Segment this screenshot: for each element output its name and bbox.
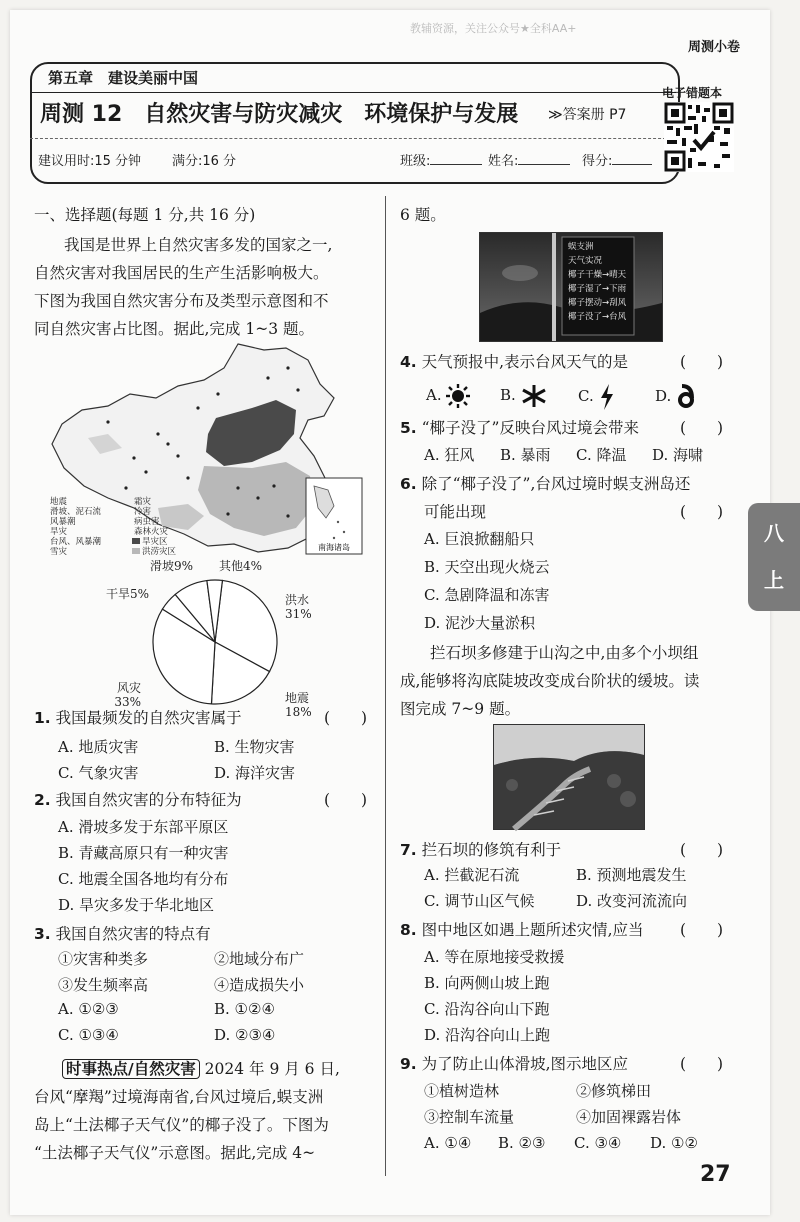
- q8-option-a[interactable]: A. 等在原地接受救援: [424, 948, 565, 966]
- map-legend-left-4: 旱灾: [50, 527, 68, 537]
- q7-option-a[interactable]: A. 拦截泥石流: [424, 866, 520, 884]
- lightning-icon: [599, 384, 615, 410]
- q8-option-b[interactable]: B. 向两侧山坡上跑: [424, 974, 550, 992]
- side-tab-line2: 上: [764, 568, 784, 592]
- q4-option-d[interactable]: D.: [655, 384, 696, 410]
- hot-topic-line-2: 台风“摩羯”过境海南省,台风过境后,蜈支洲: [34, 1088, 324, 1106]
- question-9-answer-blank[interactable]: ( ): [680, 1055, 724, 1073]
- sign-line-4: 椰子湿了→下雨: [568, 284, 627, 294]
- q9-option-a[interactable]: A. ①④: [424, 1134, 472, 1152]
- map-legend-right-4: 森林火灾: [134, 527, 169, 537]
- hot-topic-continuation: 6 题。: [400, 206, 446, 224]
- q9-item-2: ②修筑梯田: [576, 1082, 652, 1100]
- class-label: 班级:: [400, 154, 431, 169]
- q6-option-a[interactable]: A. 巨浪掀翻船只: [424, 530, 535, 548]
- q3-item-1: ①灾害种类多: [58, 950, 149, 968]
- q7-option-c[interactable]: C. 调节山区气候: [424, 892, 535, 910]
- watermark: 教辅资源，关注公众号★全科AA+: [410, 22, 577, 35]
- page-title: 周测 12 自然灾害与防灾减灾 环境保护与发展: [40, 102, 519, 127]
- q8-option-d[interactable]: D. 沿沟谷向山上跑: [424, 1026, 551, 1044]
- map-legend-left-3: 风暴潮: [50, 517, 76, 527]
- qr-code-icon[interactable]: [664, 102, 734, 172]
- q7-option-d[interactable]: D. 改变河流流向: [576, 892, 688, 910]
- class-field[interactable]: [400, 150, 482, 169]
- chapter-title: 第五章 建设美丽中国: [48, 69, 199, 87]
- map-legend-right-2: 冷害: [134, 507, 152, 517]
- disaster-distribution-map: [38, 338, 368, 560]
- q5-option-d[interactable]: D. 海啸: [652, 446, 704, 464]
- pie-label-4: 干旱5%: [105, 587, 149, 601]
- pie-label-2: 地震: [285, 691, 310, 705]
- column-divider: [385, 196, 386, 1176]
- question-3: 3. 我国自然灾害的特点有: [34, 925, 211, 943]
- snow-icon: [521, 384, 547, 408]
- q6-option-b[interactable]: B. 天空出现火烧云: [424, 558, 550, 576]
- sign-line-3: 椰子干燥→晴天: [568, 270, 627, 280]
- q2-option-a[interactable]: A. 滑坡多发于东部平原区: [58, 818, 229, 836]
- question-2-answer-blank[interactable]: ( ): [324, 791, 368, 809]
- map-legend-left-5: 台风、风暴潮: [50, 537, 102, 547]
- pie-value-2: 18%: [285, 705, 312, 719]
- map-inset-label: 南海诸岛: [318, 543, 350, 552]
- full-score: 满分:16 分: [172, 154, 237, 169]
- question-8-answer-blank[interactable]: ( ): [680, 921, 724, 939]
- q3-item-3: ③发生频率高: [58, 976, 149, 994]
- map-legend-right-1: 霜灾: [134, 497, 152, 507]
- intro-line-3: 下图为我国自然灾害分布及类型示意图和不: [34, 292, 329, 310]
- map-legend-left-1: 地震: [50, 497, 68, 507]
- q3-item-2: ②地域分布广: [214, 950, 305, 968]
- question-9: 9. 为了防止山体滑坡,图示地区应: [400, 1055, 629, 1073]
- question-1: 1. 我国最频发的自然灾害属于: [34, 709, 242, 727]
- typhoon-icon: [676, 384, 696, 410]
- sign-line-2: 天气实况: [568, 256, 603, 266]
- q4-option-b[interactable]: B.: [500, 384, 547, 408]
- q6-option-c[interactable]: C. 急剧降温和冻害: [424, 586, 550, 604]
- hot-topic-line-3: 岛上“土法椰子天气仪”的椰子没了。下图为: [34, 1116, 329, 1134]
- score-field[interactable]: [582, 150, 652, 169]
- q9-item-1: ①植树造林: [424, 1082, 500, 1100]
- disaster-proportion-pie-chart: [100, 559, 330, 719]
- q9-option-d[interactable]: D. ①②: [650, 1134, 698, 1152]
- name-blank[interactable]: [518, 152, 570, 165]
- check-dam-photo: [493, 724, 645, 830]
- pie-value-3: 33%: [114, 695, 141, 709]
- q9-option-b[interactable]: B. ②③: [498, 1134, 546, 1152]
- side-tab-line1: 八: [764, 521, 784, 545]
- pie-label-6: 其他4%: [219, 559, 263, 573]
- hot-topic-tag: 时事热点/自然灾害: [62, 1059, 200, 1079]
- map-legend-left-6: 雪灾: [50, 547, 68, 557]
- q3-option-d[interactable]: D. ②③④: [214, 1026, 276, 1044]
- hot-topic-line-1: 2024 年 9 月 6 日,: [204, 1060, 340, 1078]
- q5-option-b[interactable]: B. 暴雨: [500, 446, 551, 464]
- sign-line-5: 椰子摆动→刮风: [568, 298, 627, 308]
- section-title: 一、选择题(每题 1 分,共 16 分): [34, 206, 256, 224]
- class-blank[interactable]: [430, 152, 482, 165]
- question-8: 8. 图中地区如遇上题所述灾情,应当: [400, 921, 644, 939]
- question-7: 7. 拦石坝的修筑有利于: [400, 841, 562, 859]
- q3-item-4: ④造成损失小: [214, 976, 305, 994]
- q9-item-3: ③控制车流量: [424, 1108, 515, 1126]
- header-rule: [30, 92, 676, 93]
- suggested-time: 建议用时:15 分钟: [38, 154, 142, 169]
- question-4-answer-blank[interactable]: ( ): [680, 353, 724, 371]
- q5-option-c[interactable]: C. 降温: [576, 446, 627, 464]
- q7-option-b[interactable]: B. 预测地震发生: [576, 866, 687, 884]
- dam-intro-line-3: 图完成 7~9 题。: [400, 700, 521, 718]
- question-4: 4. 天气预报中,表示台风天气的是: [400, 353, 629, 371]
- q3-option-b[interactable]: B. ①②④: [214, 1000, 275, 1018]
- q9-option-c[interactable]: C. ③④: [574, 1134, 622, 1152]
- intro-line-4: 同自然灾害占比图。据此,完成 1~3 题。: [34, 320, 314, 338]
- series-tag: 周测小卷: [688, 40, 741, 55]
- map-legend-left-2: 滑坡、泥石流: [50, 507, 102, 517]
- question-2: 2. 我国自然灾害的分布特征为: [34, 791, 242, 809]
- answer-reference: ≫答案册 P7: [548, 107, 627, 123]
- pie-label-1: 洪水: [285, 593, 310, 607]
- q2-option-c[interactable]: C. 地震全国各地均有分布: [58, 870, 229, 888]
- hot-topic-first-line: [62, 1054, 340, 1084]
- qr-label: 电子错题本: [662, 86, 723, 100]
- sign-line-6: 椰子没了→台风: [568, 312, 627, 322]
- score-label: 得分:: [582, 154, 613, 169]
- q1-option-c[interactable]: C. 气象灾害: [58, 764, 139, 782]
- q8-option-c[interactable]: C. 沿沟谷向山下跑: [424, 1000, 550, 1018]
- page-number: 27: [700, 1162, 731, 1187]
- score-blank[interactable]: [612, 152, 652, 165]
- q3-option-a[interactable]: A. ①②③: [58, 1000, 119, 1018]
- name-field[interactable]: [488, 150, 570, 169]
- intro-line-2: 自然灾害对我国居民的生产生活影响极大。: [34, 264, 329, 282]
- map-legend-right-5: 旱灾区: [142, 537, 168, 547]
- pie-value-1: 31%: [285, 607, 312, 621]
- question-5-answer-blank[interactable]: ( ): [680, 419, 724, 437]
- question-1-answer-blank[interactable]: ( ): [324, 709, 368, 727]
- q6-option-d[interactable]: D. 泥沙大量淤积: [424, 614, 536, 632]
- intro-line-1: 我国是世界上自然灾害多发的国家之一,: [64, 236, 333, 254]
- q3-option-c[interactable]: C. ①③④: [58, 1026, 119, 1044]
- pie-label-5: 滑坡9%: [149, 559, 193, 573]
- q2-option-b[interactable]: B. 青藏高原只有一种灾害: [58, 844, 229, 862]
- q2-option-d[interactable]: D. 旱灾多发于华北地区: [58, 896, 215, 914]
- pie-label-3: 风灾: [116, 681, 141, 695]
- question-5: 5. “椰子没了”反映台风过境会带来: [400, 419, 639, 437]
- q5-option-a[interactable]: A. 狂风: [424, 446, 475, 464]
- dam-intro-line-2: 成,能够将沟底陡坡改变成台阶状的缓坡。读: [400, 672, 700, 690]
- question-6-answer-blank[interactable]: ( ): [680, 503, 724, 521]
- q1-option-a[interactable]: A. 地质灾害: [58, 738, 139, 756]
- q4-option-c[interactable]: C.: [578, 384, 615, 410]
- q1-option-d[interactable]: D. 海洋灾害: [214, 764, 296, 782]
- sun-icon: [446, 384, 470, 408]
- question-7-answer-blank[interactable]: ( ): [680, 841, 724, 859]
- dam-intro-line-1: 拦石坝多修建于山沟之中,由多个小坝组: [430, 644, 699, 662]
- name-label: 姓名:: [488, 154, 519, 169]
- map-legend-right-6: 洪涝灾区: [142, 547, 177, 557]
- coconut-weather-sign-photo: [479, 232, 663, 342]
- hot-topic-line-4: “土法椰子天气仪”示意图。据此,完成 4~: [34, 1144, 316, 1162]
- map-legend-right-3: 病虫害: [134, 517, 160, 527]
- grade-side-tab: [748, 503, 800, 611]
- question-6: 6. 除了“椰子没了”,台风过境时蜈支洲岛还: [400, 475, 691, 493]
- sign-line-1: 蜈支洲: [568, 242, 594, 252]
- q1-option-b[interactable]: B. 生物灾害: [214, 738, 295, 756]
- question-6-stem-cont: 可能出现: [424, 503, 487, 521]
- header-dashed-rule: [30, 138, 676, 139]
- q4-option-a[interactable]: A.: [426, 384, 470, 408]
- q9-item-4: ④加固裸露岩体: [576, 1108, 682, 1126]
